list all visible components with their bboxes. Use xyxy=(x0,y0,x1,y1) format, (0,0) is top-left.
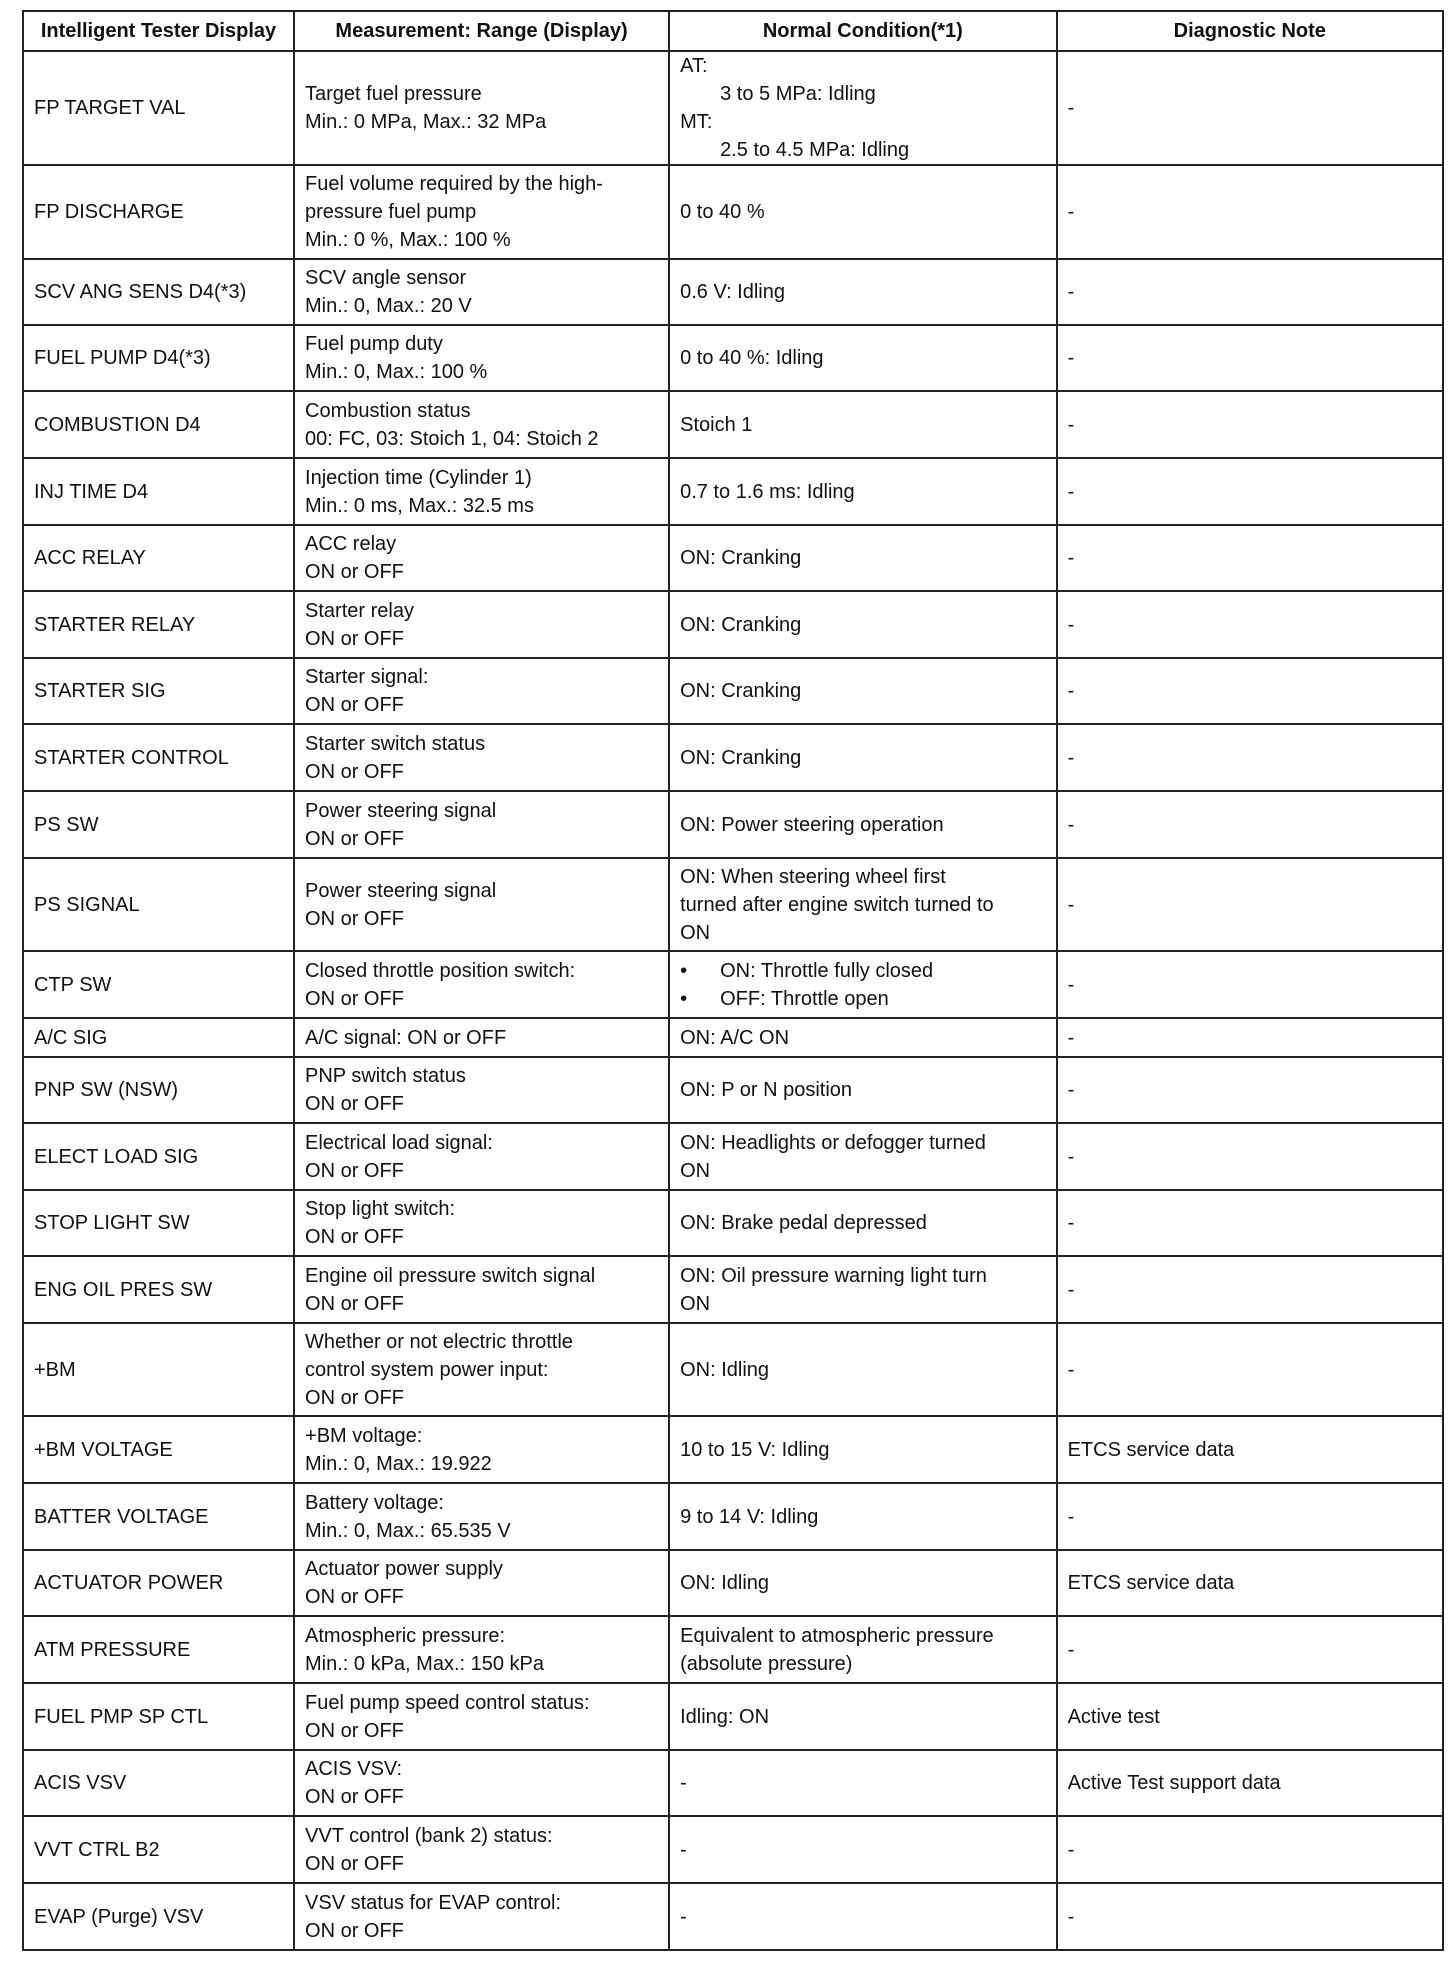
cell-normal-condition xyxy=(669,1883,1056,1950)
cell-measurement-range xyxy=(294,1057,669,1123)
cell-measurement-range xyxy=(294,1483,669,1550)
table-row xyxy=(23,391,1443,458)
range-line: Injection time (Cylinder 1) xyxy=(305,466,532,489)
condition-line: ON xyxy=(680,1159,711,1182)
range-line: Stop light switch: xyxy=(305,1198,456,1220)
table-row xyxy=(23,791,1443,858)
range-line: Fuel pump duty xyxy=(305,333,443,355)
condition-line: 2.5 to 4.5 MPa: Idling xyxy=(720,139,910,161)
cell-diagnostic-note: ETCS service data xyxy=(1057,1550,1443,1616)
cell-tester-display: PNP SW (NSW) xyxy=(23,1057,294,1123)
cell-diagnostic-note: - xyxy=(1057,1323,1443,1416)
cell-tester-display: EVAP (Purge) VSV xyxy=(23,1883,294,1950)
range-line: ON or OFF xyxy=(305,760,404,783)
range-line: ON or OFF xyxy=(305,1226,404,1248)
header-measurement-range: Measurement: Range (Display) xyxy=(294,11,669,51)
condition-line: 0 to 40 %: Idling xyxy=(680,347,824,369)
header-intelligent-tester-display: Intelligent Tester Display xyxy=(23,11,294,51)
range-line: Power steering signal xyxy=(305,799,497,822)
range-line: Starter switch status xyxy=(305,732,486,755)
table-row xyxy=(23,1018,1443,1057)
cell-diagnostic-note: - xyxy=(1057,1816,1443,1883)
table-row xyxy=(23,1683,1443,1750)
cell-tester-display: PS SIGNAL xyxy=(23,858,294,951)
cell-diagnostic-note: - xyxy=(1057,724,1443,791)
cell-tester-display: ACTUATOR POWER xyxy=(23,1550,294,1616)
range-line: VSV status for EVAP control: xyxy=(305,1891,562,1914)
cell-normal-condition xyxy=(669,791,1056,858)
cell-diagnostic-note: ETCS service data xyxy=(1057,1416,1443,1483)
cell-measurement-range xyxy=(294,1750,669,1816)
condition-line: AT: xyxy=(680,55,708,77)
cell-diagnostic-note: - xyxy=(1057,1483,1443,1550)
range-line: Min.: 0 ms, Max.: 32.5 ms xyxy=(305,494,534,517)
cell-measurement-range xyxy=(294,458,669,525)
cell-tester-display: +BM xyxy=(23,1323,294,1416)
cell-diagnostic-note: - xyxy=(1057,858,1443,951)
range-line: Actuator power supply xyxy=(305,1558,503,1580)
range-line: ON or OFF xyxy=(305,827,404,850)
cell-normal-condition xyxy=(669,858,1056,951)
cell-tester-display: FP DISCHARGE xyxy=(23,165,294,259)
table-row xyxy=(23,951,1443,1018)
cell-tester-display: CTP SW xyxy=(23,951,294,1018)
cell-normal-condition xyxy=(669,1750,1056,1816)
range-line: ON or OFF xyxy=(305,1719,404,1742)
condition-line: ON: Cranking xyxy=(680,680,802,702)
cell-normal-condition xyxy=(669,51,1056,165)
cell-diagnostic-note: - xyxy=(1057,1123,1443,1190)
range-line: SCV angle sensor xyxy=(305,267,467,289)
range-line: Electrical load signal: xyxy=(305,1131,493,1154)
cell-diagnostic-note: Active Test support data xyxy=(1057,1750,1443,1816)
table-row xyxy=(23,1416,1443,1483)
table-row xyxy=(23,1550,1443,1616)
cell-measurement-range xyxy=(294,724,669,791)
condition-line: 9 to 14 V: Idling xyxy=(680,1505,819,1528)
table-row xyxy=(23,1750,1443,1816)
range-line: ON or OFF xyxy=(305,1093,404,1115)
cell-tester-display: A/C SIG xyxy=(23,1018,294,1057)
table-row xyxy=(23,525,1443,591)
table-row xyxy=(23,1057,1443,1123)
condition-line: 0.6 V: Idling xyxy=(680,281,785,303)
cell-diagnostic-note: - xyxy=(1057,1018,1443,1057)
cell-diagnostic-note: - xyxy=(1057,1190,1443,1256)
range-line: Combustion status xyxy=(305,399,471,422)
cell-measurement-range xyxy=(294,858,669,951)
condition-line: ON: Power steering operation xyxy=(680,813,944,836)
cell-normal-condition xyxy=(669,391,1056,458)
range-line: Atmospheric pressure: xyxy=(305,1624,506,1647)
range-line: pressure fuel pump xyxy=(305,201,477,223)
data-list-table-container xyxy=(22,10,1444,1951)
condition-line: ON: Cranking xyxy=(680,613,802,636)
range-line: ACC relay xyxy=(305,533,397,555)
range-line: Engine oil pressure switch signal xyxy=(305,1264,596,1287)
cell-diagnostic-note: - xyxy=(1057,391,1443,458)
cell-tester-display: SCV ANG SENS D4(*3) xyxy=(23,259,294,325)
cell-normal-condition xyxy=(669,1416,1056,1483)
condition-line: 0.7 to 1.6 ms: Idling xyxy=(680,480,855,503)
condition-line: MT: xyxy=(680,111,713,133)
cell-diagnostic-note: - xyxy=(1057,791,1443,858)
table-row xyxy=(23,458,1443,525)
cell-diagnostic-note: - xyxy=(1057,658,1443,724)
cell-diagnostic-note: - xyxy=(1057,259,1443,325)
cell-normal-condition xyxy=(669,525,1056,591)
cell-normal-condition xyxy=(669,1323,1056,1416)
condition-line: - xyxy=(680,1905,687,1928)
cell-tester-display: ENG OIL PRES SW xyxy=(23,1256,294,1323)
cell-measurement-range xyxy=(294,165,669,259)
cell-measurement-range xyxy=(294,259,669,325)
cell-measurement-range xyxy=(294,1883,669,1950)
condition-line: • ON: Throttle fully closed xyxy=(680,957,1045,985)
condition-line: Equivalent to atmospheric pressure xyxy=(680,1624,994,1647)
condition-line: 3 to 5 MPa: Idling xyxy=(720,83,876,105)
condition-line: turned after engine switch turned to xyxy=(680,893,994,916)
cell-measurement-range xyxy=(294,1550,669,1616)
range-line: ON or OFF xyxy=(305,987,404,1010)
condition-line: ON: P or N position xyxy=(680,1079,853,1101)
table-row xyxy=(23,259,1443,325)
range-line: ON or OFF xyxy=(305,1159,404,1182)
header-normal-condition: Normal Condition(*1) xyxy=(669,11,1056,51)
cell-measurement-range xyxy=(294,1616,669,1683)
cell-measurement-range xyxy=(294,525,669,591)
cell-measurement-range xyxy=(294,1683,669,1750)
range-line: Starter signal: xyxy=(305,666,429,688)
table-row xyxy=(23,724,1443,791)
cell-tester-display: STARTER CONTROL xyxy=(23,724,294,791)
range-line: +BM voltage: xyxy=(305,1424,423,1447)
cell-diagnostic-note: - xyxy=(1057,1883,1443,1950)
range-line: Min.: 0, Max.: 100 % xyxy=(305,361,488,383)
table-row xyxy=(23,591,1443,658)
table-row xyxy=(23,858,1443,951)
range-line: ON or OFF xyxy=(305,561,404,583)
cell-tester-display: FUEL PUMP D4(*3) xyxy=(23,325,294,391)
range-line: A/C signal: ON or OFF xyxy=(305,1026,507,1049)
condition-line: Idling: ON xyxy=(680,1705,770,1728)
cell-normal-condition xyxy=(669,1123,1056,1190)
condition-line: ON: Idling xyxy=(680,1358,770,1381)
range-line: ON or OFF xyxy=(305,1292,404,1315)
range-line: ON or OFF xyxy=(305,1386,404,1409)
cell-diagnostic-note: - xyxy=(1057,591,1443,658)
cell-normal-condition xyxy=(669,591,1056,658)
cell-tester-display: COMBUSTION D4 xyxy=(23,391,294,458)
cell-measurement-range xyxy=(294,1816,669,1883)
table-row xyxy=(23,658,1443,724)
cell-measurement-range xyxy=(294,791,669,858)
cell-normal-condition xyxy=(669,325,1056,391)
condition-line: ON: When steering wheel first xyxy=(680,865,946,888)
cell-normal-condition xyxy=(669,165,1056,259)
cell-measurement-range xyxy=(294,1190,669,1256)
table-row xyxy=(23,1883,1443,1950)
range-line: ON or OFF xyxy=(305,1852,404,1875)
cell-normal-condition xyxy=(669,1018,1056,1057)
table-row xyxy=(23,1123,1443,1190)
range-line: Battery voltage: xyxy=(305,1491,444,1514)
cell-normal-condition xyxy=(669,658,1056,724)
cell-diagnostic-note: - xyxy=(1057,325,1443,391)
range-line: Closed throttle position switch: xyxy=(305,959,576,982)
cell-normal-condition xyxy=(669,1057,1056,1123)
range-line: PNP switch status xyxy=(305,1065,466,1087)
cell-measurement-range xyxy=(294,1416,669,1483)
table-row xyxy=(23,1323,1443,1416)
cell-measurement-range xyxy=(294,951,669,1018)
cell-measurement-range xyxy=(294,1123,669,1190)
cell-normal-condition xyxy=(669,1816,1056,1883)
condition-line: ON: Brake pedal depressed xyxy=(680,1212,927,1234)
cell-diagnostic-note: - xyxy=(1057,1256,1443,1323)
cell-diagnostic-note: - xyxy=(1057,1057,1443,1123)
range-line: Min.: 0, Max.: 19.922 xyxy=(305,1452,492,1475)
condition-line: - xyxy=(680,1772,687,1794)
cell-diagnostic-note: Active test xyxy=(1057,1683,1443,1750)
range-line: Min.: 0 MPa, Max.: 32 MPa xyxy=(305,111,547,133)
cell-measurement-range xyxy=(294,325,669,391)
header-diagnostic-note: Diagnostic Note xyxy=(1057,11,1443,51)
cell-tester-display: ELECT LOAD SIG xyxy=(23,1123,294,1190)
range-line: Power steering signal xyxy=(305,879,497,902)
range-line: ON or OFF xyxy=(305,907,404,930)
cell-normal-condition xyxy=(669,951,1056,1018)
range-line: ON or OFF xyxy=(305,1786,404,1808)
table-header-row xyxy=(23,11,1443,51)
range-line: VVT control (bank 2) status: xyxy=(305,1824,553,1847)
cell-tester-display: STARTER SIG xyxy=(23,658,294,724)
condition-line: ON xyxy=(680,1292,711,1315)
cell-tester-display: PS SW xyxy=(23,791,294,858)
cell-measurement-range xyxy=(294,658,669,724)
cell-diagnostic-note: - xyxy=(1057,525,1443,591)
condition-line: - xyxy=(680,1838,687,1861)
condition-line: ON: Oil pressure warning light turn xyxy=(680,1264,987,1287)
cell-measurement-range xyxy=(294,1323,669,1416)
cell-measurement-range xyxy=(294,1018,669,1057)
cell-measurement-range xyxy=(294,1256,669,1323)
cell-tester-display: FP TARGET VAL xyxy=(23,51,294,165)
cell-diagnostic-note: - xyxy=(1057,1616,1443,1683)
cell-normal-condition xyxy=(669,1256,1056,1323)
cell-tester-display: STOP LIGHT SW xyxy=(23,1190,294,1256)
cell-tester-display: VVT CTRL B2 xyxy=(23,1816,294,1883)
range-line: ON or OFF xyxy=(305,1586,404,1608)
cell-diagnostic-note: - xyxy=(1057,51,1443,165)
range-line: ON or OFF xyxy=(305,694,404,716)
cell-measurement-range xyxy=(294,591,669,658)
cell-tester-display: +BM VOLTAGE xyxy=(23,1416,294,1483)
cell-normal-condition xyxy=(669,1616,1056,1683)
range-line: ON or OFF xyxy=(305,1919,404,1942)
cell-normal-condition xyxy=(669,458,1056,525)
range-line: 00: FC, 03: Stoich 1, 04: Stoich 2 xyxy=(305,427,599,450)
table-row xyxy=(23,51,1443,165)
condition-line: Stoich 1 xyxy=(680,413,753,436)
table-row xyxy=(23,165,1443,259)
range-line: control system power input: xyxy=(305,1358,549,1381)
condition-line: ON: Headlights or defogger turned xyxy=(680,1131,986,1154)
data-list-table xyxy=(22,10,1444,1951)
table-row xyxy=(23,325,1443,391)
range-line: Min.: 0, Max.: 20 V xyxy=(305,295,472,317)
cell-normal-condition xyxy=(669,724,1056,791)
table-row xyxy=(23,1483,1443,1550)
cell-tester-display: BATTER VOLTAGE xyxy=(23,1483,294,1550)
cell-measurement-range xyxy=(294,391,669,458)
range-line: Fuel volume required by the high- xyxy=(305,173,603,195)
range-line: Min.: 0 kPa, Max.: 150 kPa xyxy=(305,1652,545,1675)
table-row xyxy=(23,1816,1443,1883)
table-row xyxy=(23,1190,1443,1256)
condition-line: ON: Cranking xyxy=(680,547,802,569)
cell-tester-display: FUEL PMP SP CTL xyxy=(23,1683,294,1750)
cell-diagnostic-note: - xyxy=(1057,458,1443,525)
cell-tester-display: ACIS VSV xyxy=(23,1750,294,1816)
condition-line: ON: Idling xyxy=(680,1572,770,1594)
cell-normal-condition xyxy=(669,259,1056,325)
cell-normal-condition xyxy=(669,1190,1056,1256)
cell-tester-display: ATM PRESSURE xyxy=(23,1616,294,1683)
range-line: Target fuel pressure xyxy=(305,83,482,105)
cell-diagnostic-note: - xyxy=(1057,165,1443,259)
condition-line: ON xyxy=(680,921,711,944)
cell-tester-display: ACC RELAY xyxy=(23,525,294,591)
table-row xyxy=(23,1616,1443,1683)
condition-line: 10 to 15 V: Idling xyxy=(680,1438,830,1461)
condition-line: • OFF: Throttle open xyxy=(680,985,1045,1013)
cell-tester-display: STARTER RELAY xyxy=(23,591,294,658)
condition-line: 0 to 40 % xyxy=(680,201,765,223)
cell-normal-condition xyxy=(669,1483,1056,1550)
table-row xyxy=(23,1256,1443,1323)
range-line: Fuel pump speed control status: xyxy=(305,1691,590,1714)
range-line: Min.: 0 %, Max.: 100 % xyxy=(305,229,511,251)
cell-diagnostic-note: - xyxy=(1057,951,1443,1018)
condition-line: ON: Cranking xyxy=(680,746,802,769)
range-line: Min.: 0, Max.: 65.535 V xyxy=(305,1519,511,1542)
range-line: Starter relay xyxy=(305,599,414,622)
cell-normal-condition xyxy=(669,1550,1056,1616)
range-line: ON or OFF xyxy=(305,627,404,650)
range-line: Whether or not electric throttle xyxy=(305,1330,573,1353)
cell-measurement-range xyxy=(294,51,669,165)
table-body xyxy=(23,51,1443,1950)
cell-tester-display: INJ TIME D4 xyxy=(23,458,294,525)
cell-normal-condition xyxy=(669,1683,1056,1750)
range-line: ACIS VSV: xyxy=(305,1758,403,1780)
condition-line: ON: A/C ON xyxy=(680,1026,790,1049)
condition-line: (absolute pressure) xyxy=(680,1652,853,1675)
